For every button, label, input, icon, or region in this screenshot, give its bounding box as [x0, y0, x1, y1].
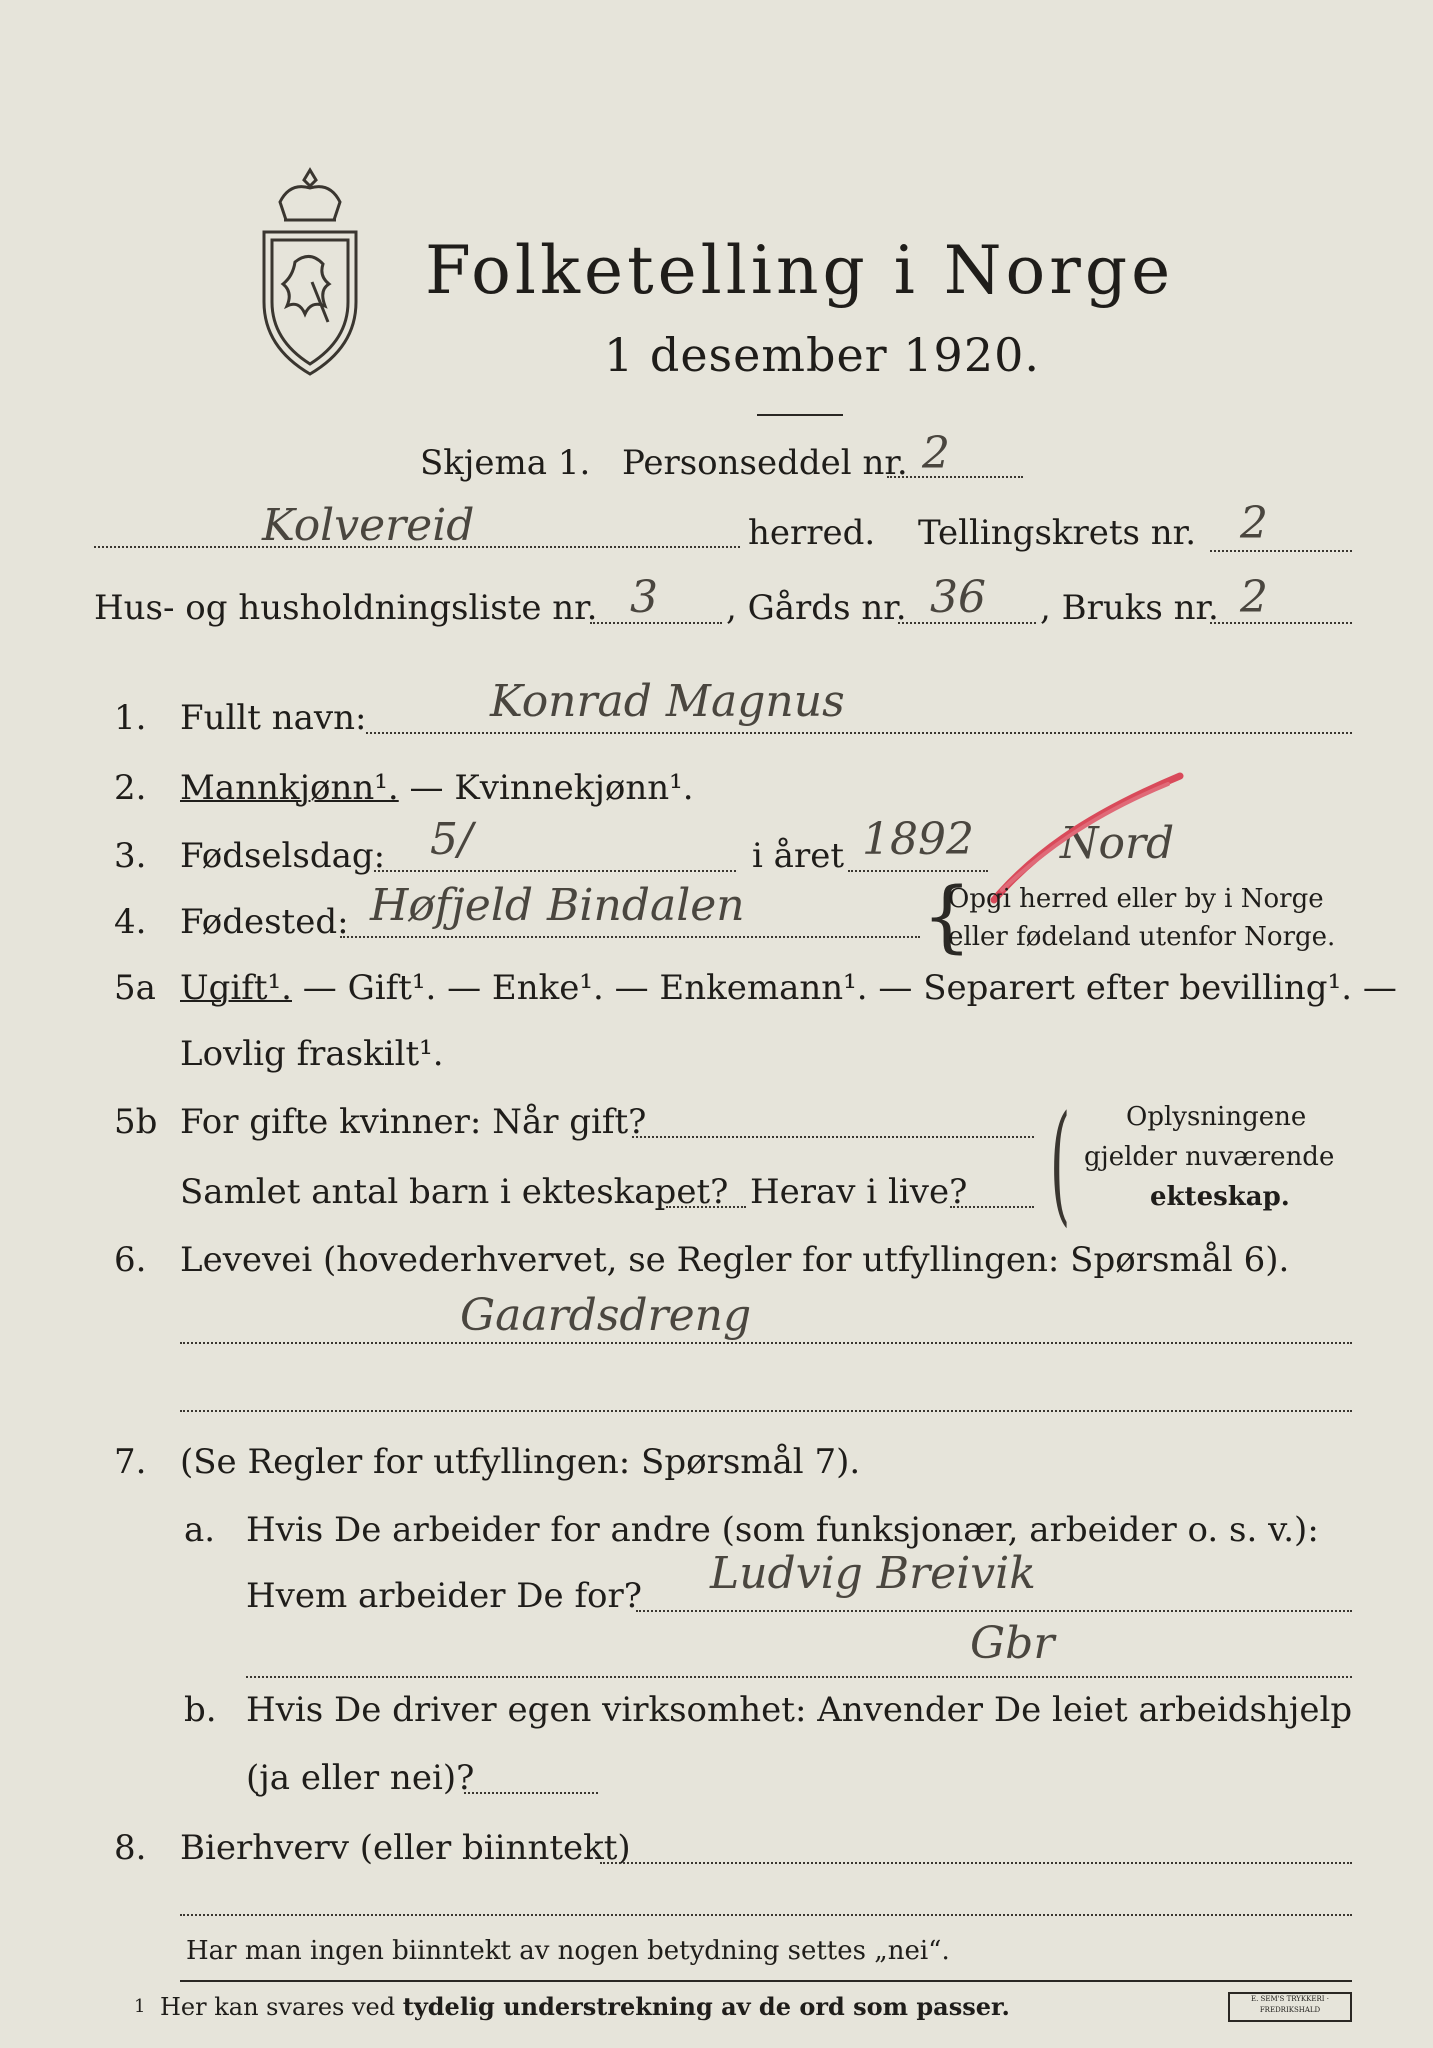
q7b-answer-line[interactable]	[464, 1792, 598, 1794]
q6-label: Levevei (hovederhvervet, se Regler for utfyllingen: Spørsmål 6).	[180, 1240, 1290, 1280]
q5b-children-label: Samlet antal barn i ekteskapet?	[180, 1172, 729, 1212]
q4-note-line2: eller fødeland utenfor Norge.	[948, 922, 1336, 952]
q5b-brace: (	[1050, 1087, 1071, 1239]
q1-number: 1.	[114, 698, 147, 738]
gards-label: , Gårds nr.	[726, 588, 907, 628]
herred-label: herred.	[748, 513, 876, 553]
q4-label: Fødested:	[180, 902, 349, 942]
q3-day-value[interactable]: 5/	[430, 814, 473, 865]
q7b-line2: (ja eller nei)?	[246, 1758, 475, 1798]
q1-line	[366, 732, 1352, 734]
q3-annotation: Nord	[1060, 818, 1175, 869]
footer-rule	[180, 1980, 1352, 1982]
tellingskrets-label: Tellingskrets nr.	[918, 513, 1197, 553]
husliste-label: Hus- og husholdningsliste nr.	[94, 588, 598, 628]
personseddel-value[interactable]: 2	[922, 428, 950, 479]
norway-coat-of-arms-icon	[250, 162, 370, 377]
q3-year-label: i året	[752, 836, 844, 876]
q3-label: Fødselsdag:	[180, 836, 386, 876]
q5b-label: For gifte kvinner: Når gift?	[180, 1102, 647, 1142]
q7b-letter: b.	[184, 1690, 217, 1730]
q3-year-value[interactable]: 1892	[862, 814, 974, 865]
printer-stamp: E. SEM'S TRYKKERI · FREDRIKSHALD	[1228, 1992, 1352, 2022]
gards-value[interactable]: 36	[930, 572, 986, 623]
herred-value[interactable]: Kolvereid	[262, 500, 475, 551]
footnote-number: 1	[134, 1996, 146, 2017]
q4-line	[340, 936, 920, 938]
q5b-married-line[interactable]	[632, 1136, 1034, 1138]
form-date: 1 desember 1920.	[604, 328, 1040, 382]
q2-number: 2.	[114, 768, 147, 808]
q7a-employer-line	[636, 1610, 1352, 1612]
q4-birthplace-value[interactable]: Høfjeld Bindalen	[370, 880, 745, 931]
tellingskrets-value[interactable]: 2	[1240, 498, 1268, 549]
q7a-line3	[246, 1676, 1352, 1678]
q5b-children-line[interactable]	[666, 1206, 746, 1208]
q5a-status-row	[180, 968, 1397, 1008]
footnote	[160, 1992, 1010, 2021]
form-title: Folketelling i Norge	[425, 232, 1175, 309]
q7-label: (Se Regler for utfyllingen: Spørsmål 7).	[180, 1442, 861, 1482]
q5a-fraskilt-option[interactable]: Lovlig fraskilt¹.	[180, 1034, 444, 1074]
q8-label: Bierhverv (eller biinntekt)	[180, 1828, 631, 1868]
bruks-value[interactable]: 2	[1240, 572, 1268, 623]
q4-note-line1: Opgi herred eller by i Norge	[948, 884, 1324, 914]
q4-brace: {	[922, 872, 972, 962]
q1-full-name-value[interactable]: Konrad Magnus	[490, 676, 845, 727]
q6-number: 6.	[114, 1240, 147, 1280]
q7b-line1: Hvis De driver egen virksomhet: Anvender De leiet arbeidshjelp	[246, 1690, 1353, 1730]
q5b-number: 5b	[114, 1102, 158, 1142]
q4-number: 4.	[114, 902, 147, 942]
q5b-note1: Oplysningene	[1126, 1102, 1307, 1132]
q3-day-line	[374, 870, 736, 872]
footnote-text-a: Her kan svares ved	[160, 1993, 403, 2021]
q6-line1	[180, 1342, 1352, 1344]
q7a-letter: a.	[184, 1510, 216, 1550]
q1-label: Fullt navn:	[180, 698, 367, 738]
q2-separator: —	[398, 768, 455, 808]
q8-line[interactable]	[600, 1862, 1352, 1864]
q7-number: 7.	[114, 1442, 147, 1482]
q2-gender-row	[180, 768, 694, 808]
q8-number: 8.	[114, 1828, 147, 1868]
personseddel-line	[887, 476, 1023, 478]
q7a-line1: Hvis De arbeider for andre (som funksjonær, arbeider o. s. v.):	[246, 1510, 1319, 1550]
skjema-label: Skjema 1.	[420, 443, 591, 483]
q6-line2	[180, 1410, 1352, 1412]
footer-note: Har man ingen biinntekt av nogen betydning settes „nei“.	[186, 1936, 950, 1966]
q8-line2	[180, 1914, 1352, 1916]
q5b-alive-label: Herav i live?	[750, 1172, 968, 1212]
q7a-line2: Hvem arbeider De for?	[246, 1576, 642, 1616]
q5a-other-options[interactable]: — Gift¹. — Enke¹. — Enkemann¹. — Separert efter bevilling¹. —	[291, 968, 1397, 1008]
footnote-text-b: tydelig understrekning av de ord som passer.	[402, 1992, 1010, 2021]
q6-occupation-value[interactable]: Gaardsdreng	[460, 1290, 752, 1341]
q7a-employer-value[interactable]: Ludvig Breivik	[710, 1548, 1036, 1599]
q5a-ugift-option[interactable]: Ugift¹.	[180, 968, 292, 1008]
q7a-employer-value2[interactable]: Gbr	[970, 1618, 1055, 1669]
q5a-number: 5a	[114, 968, 156, 1008]
q5b-alive-line[interactable]	[950, 1206, 1034, 1208]
q3-number: 3.	[114, 836, 147, 876]
bruks-label: , Bruks nr.	[1040, 588, 1219, 628]
q2-male-option[interactable]: Mannkjønn¹.	[180, 768, 399, 808]
title-rule	[757, 414, 843, 416]
personseddel-label: Personseddel nr.	[622, 443, 908, 483]
bruks-line	[1210, 622, 1352, 624]
q5b-note2: gjelder nuværende	[1084, 1142, 1335, 1172]
q5b-note3: ekteskap.	[1150, 1182, 1290, 1212]
q2-female-option[interactable]: Kvinnekjønn¹.	[454, 768, 694, 808]
husliste-value[interactable]: 3	[630, 572, 658, 623]
tellingskrets-line	[1210, 550, 1352, 552]
